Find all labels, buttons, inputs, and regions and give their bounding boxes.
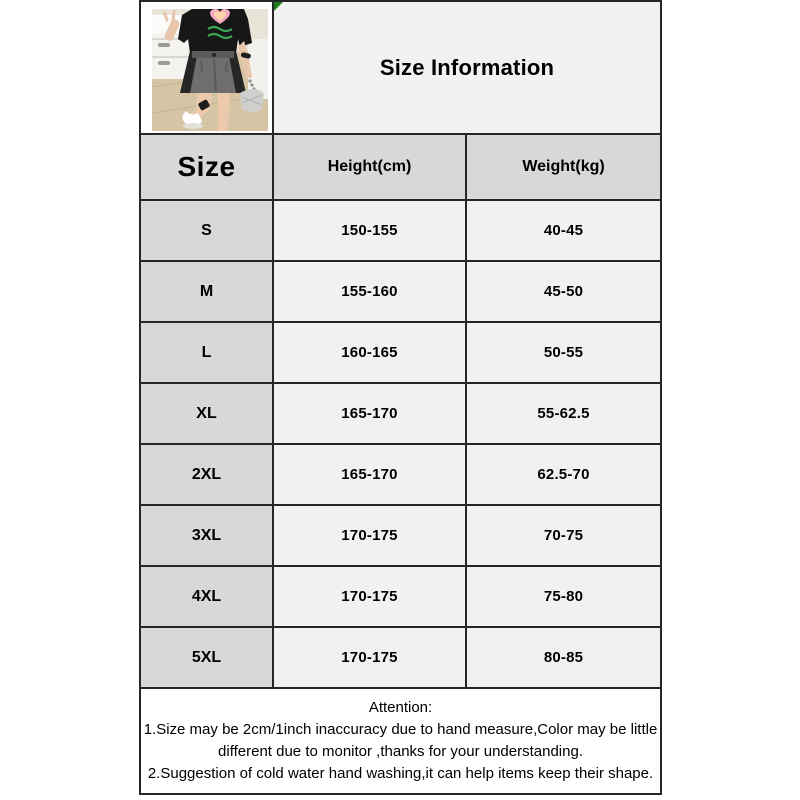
size-label: M <box>140 261 273 322</box>
attention-label: Attention: <box>368 699 433 716</box>
table-row-4xl <box>140 566 661 627</box>
weight-value: 45-50 <box>466 261 661 322</box>
attention-note-2: 2.Suggestion of cold water hand washing,it can help items keep their shape. <box>147 765 654 782</box>
size-chart-sheet <box>139 0 660 795</box>
size-label: 2XL <box>140 444 273 505</box>
weight-value: 40-45 <box>466 200 661 261</box>
size-label: 3XL <box>140 505 273 566</box>
column-header-height: Height(cm) <box>273 134 466 200</box>
photo-title-row <box>140 1 661 134</box>
weight-value: 70-75 <box>466 505 661 566</box>
product-photo <box>152 9 268 131</box>
height-value: 155-160 <box>273 261 466 322</box>
attention-note-1: 1.Size may be 2cm/1inch inaccuracy due to hand measure,Color may be little different due to monitor ,thanks for your understanding. <box>143 721 658 760</box>
size-label: 5XL <box>140 627 273 688</box>
height-value: 170-175 <box>273 505 466 566</box>
height-value: 165-170 <box>273 383 466 444</box>
height-value: 170-175 <box>273 566 466 627</box>
attention-note <box>140 688 661 794</box>
weight-value: 55-62.5 <box>466 383 661 444</box>
height-value: 170-175 <box>273 627 466 688</box>
table-row-l <box>140 322 661 383</box>
size-label: 4XL <box>140 566 273 627</box>
product-photo-illustration <box>152 9 268 131</box>
height-value: 150-155 <box>273 200 466 261</box>
height-value: 160-165 <box>273 322 466 383</box>
column-header-weight: Weight(kg) <box>466 134 661 200</box>
size-table <box>139 0 662 795</box>
size-label: L <box>140 322 273 383</box>
green-triangle-marker-icon <box>274 2 283 11</box>
page-title: Size Information <box>379 54 555 80</box>
table-row-3xl <box>140 505 661 566</box>
table-header-row <box>140 134 661 200</box>
weight-value: 80-85 <box>466 627 661 688</box>
weight-value: 75-80 <box>466 566 661 627</box>
table-row-s <box>140 200 661 261</box>
size-label: S <box>140 200 273 261</box>
table-row-5xl <box>140 627 661 688</box>
size-label: XL <box>140 383 273 444</box>
weight-value: 50-55 <box>466 322 661 383</box>
weight-value: 62.5-70 <box>466 444 661 505</box>
product-photo-cell <box>140 1 273 134</box>
attention-row <box>140 688 661 794</box>
table-row-xl <box>140 383 661 444</box>
table-row-m <box>140 261 661 322</box>
table-row-2xl <box>140 444 661 505</box>
column-header-size: Size <box>140 134 273 200</box>
height-value: 165-170 <box>273 444 466 505</box>
size-information-title-cell <box>273 1 661 134</box>
